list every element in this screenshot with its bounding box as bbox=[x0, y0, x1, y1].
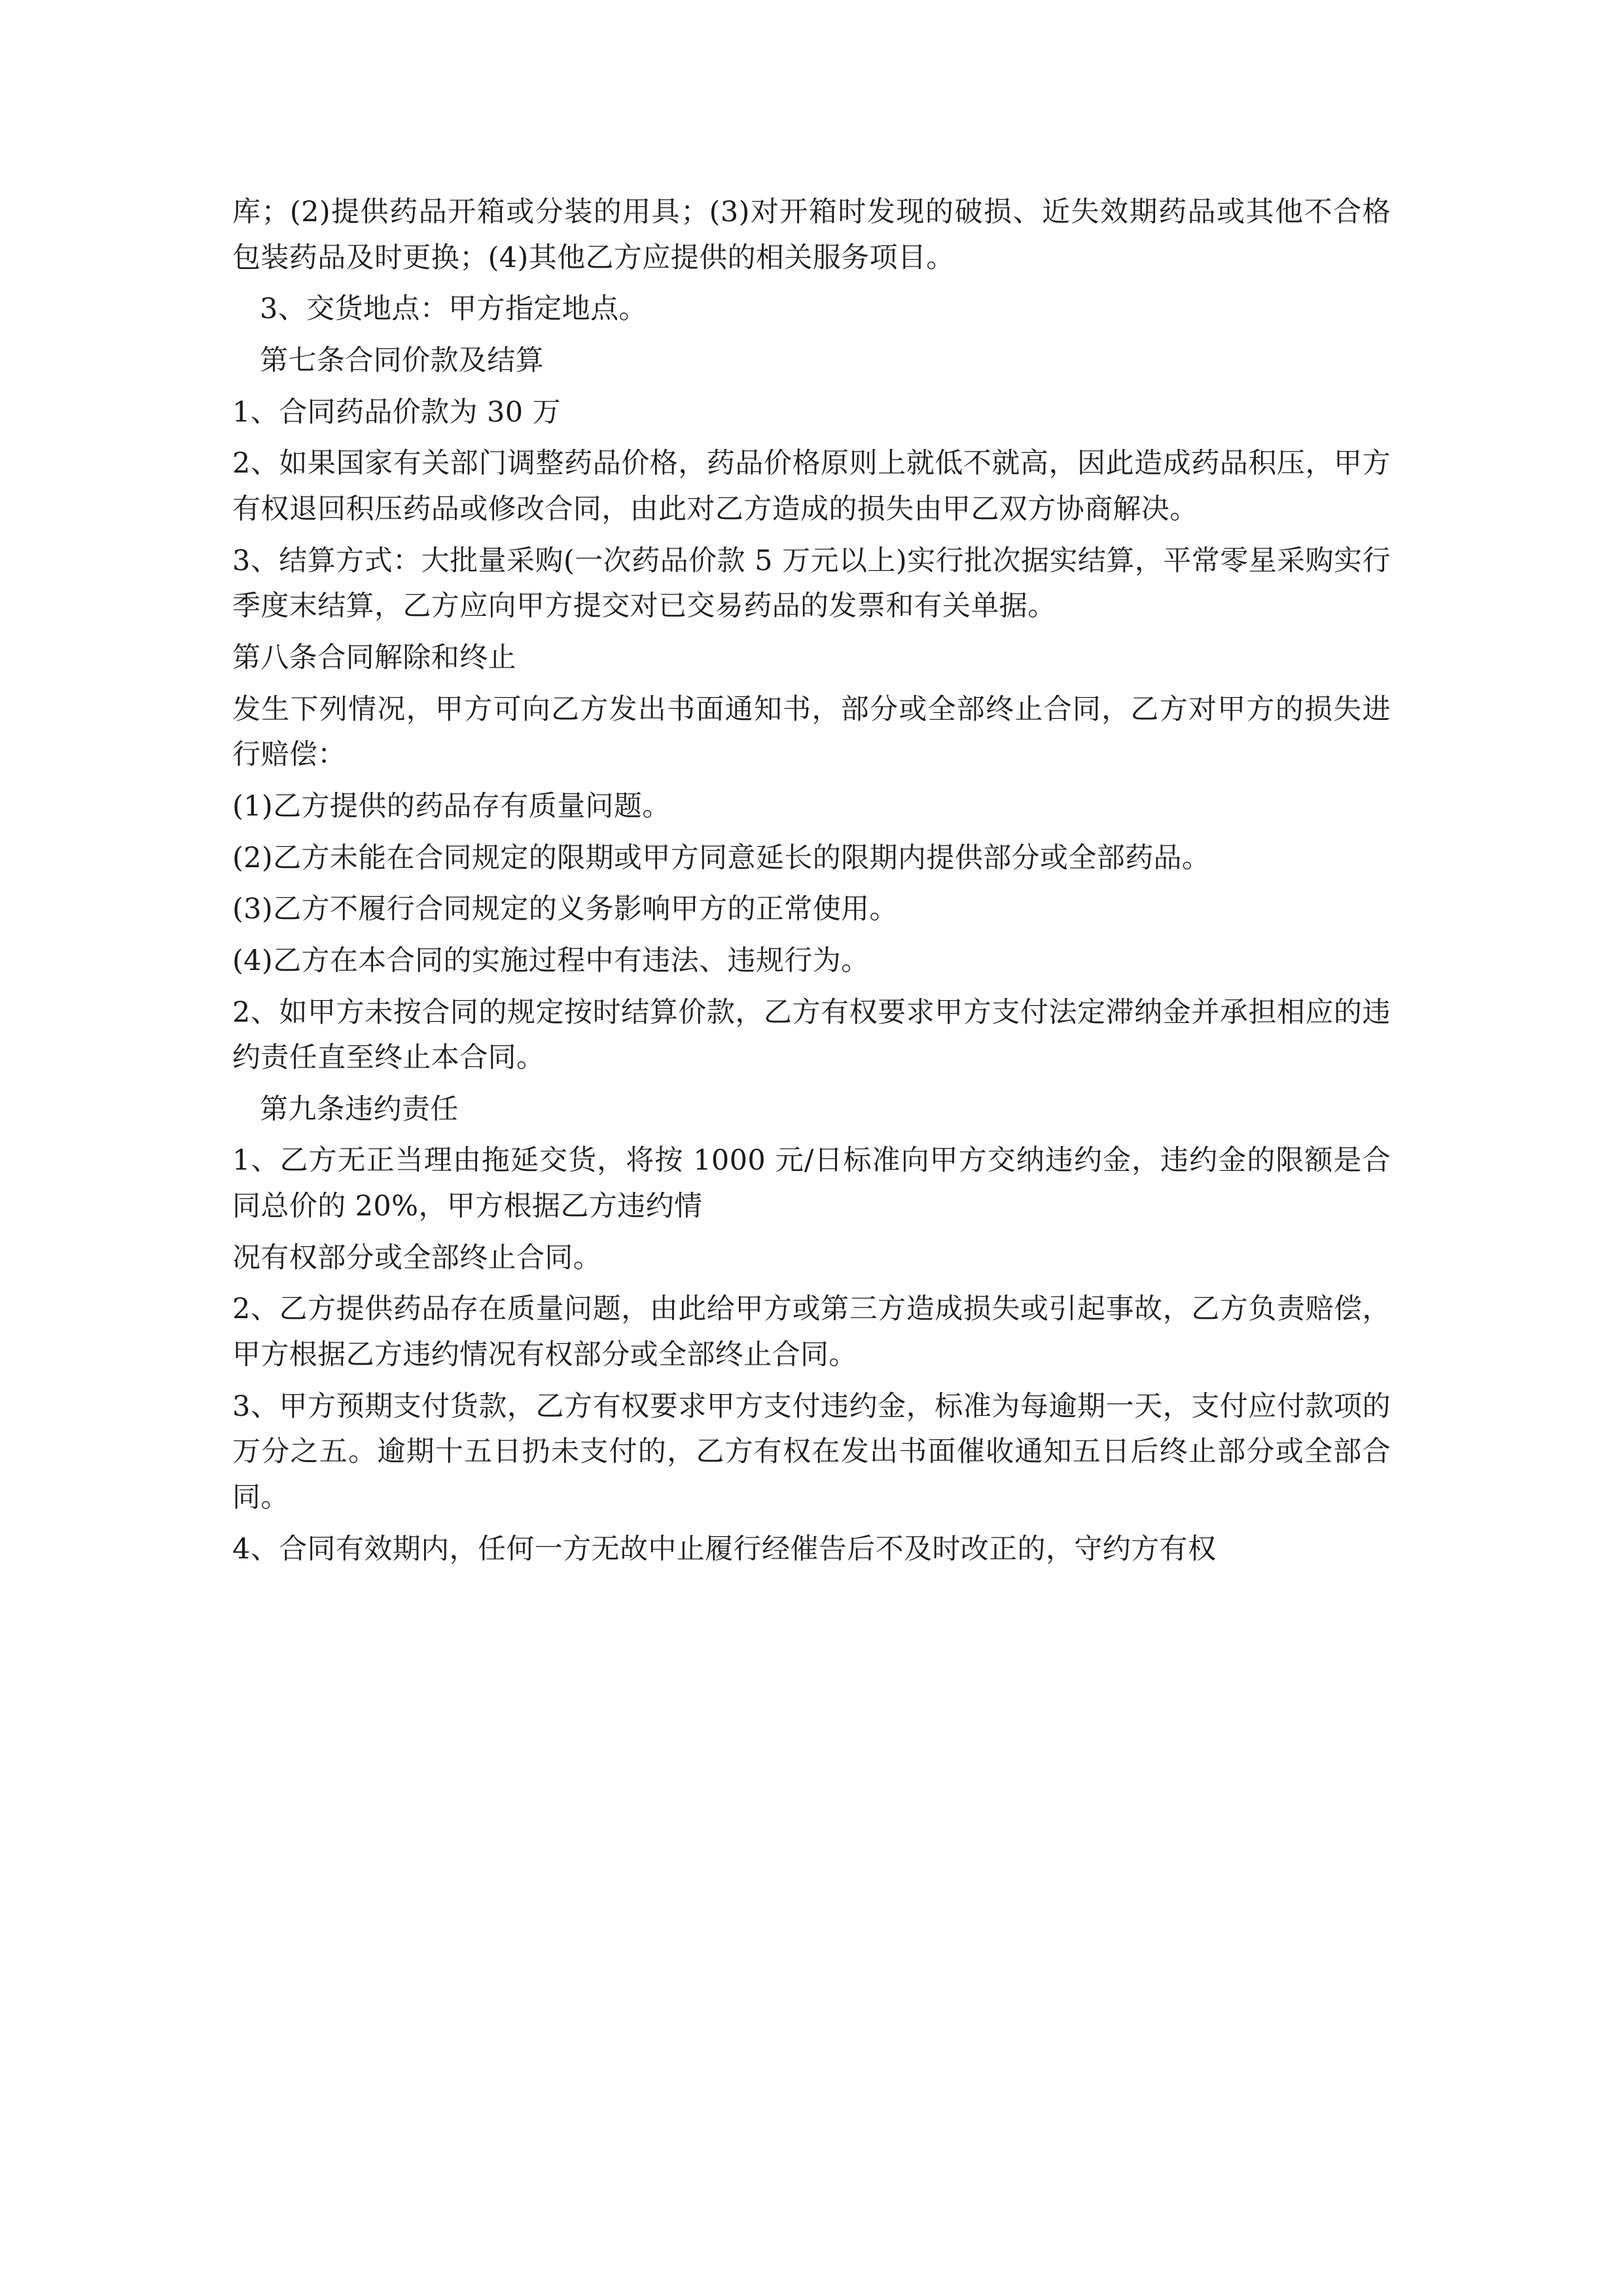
paragraph: 1、乙方无正当理由拖延交货，将按 1000 元/日标准向甲方交纳违约金，违约金的限额是合同总价的 20%，甲方根据乙方违约情 bbox=[232, 1144, 1391, 1223]
section-heading: 第九条违约责任 bbox=[260, 1092, 459, 1126]
list-item: (3)乙方不履行合同规定的义务影响甲方的正常使用。 bbox=[232, 893, 898, 926]
paragraph: 2、如甲方未按合同的规定按时结算价款，乙方有权要求甲方支付法定滞纳金并承担相应的违约责任直至终止本合同。 bbox=[232, 996, 1391, 1075]
paragraph: 况有权部分或全部终止合同。 bbox=[232, 1241, 602, 1274]
paragraph: 1、合同药品价款为 30 万 bbox=[232, 395, 562, 429]
list-item: (4)乙方在本合同的实施过程中有违法、违规行为。 bbox=[232, 944, 870, 977]
paragraph: 3、甲方预期支付货款，乙方有权要求甲方支付违约金，标准为每逾期一天，支付应付款项的万分之五。逾期十五日扔未支付的，乙方有权在发出书面催收通知五日后终止部分或全部合同。 bbox=[232, 1390, 1391, 1515]
list-item: (2)乙方未能在合同规定的限期或甲方同意延长的限期内提供部分或全部药品。 bbox=[232, 841, 1211, 874]
list-item: (1)乙方提供的药品存有质量问题。 bbox=[232, 789, 671, 823]
paragraph: 2、乙方提供药品存在质量问题，由此给甲方或第三方造成损失或引起事故，乙方负责赔偿，甲方根据乙方违约情况有权部分或全部终止合同。 bbox=[232, 1293, 1391, 1372]
paragraph: 4、合同有效期内，任何一方无故中止履行经催告后不及时改正的，守约方有权 bbox=[232, 1532, 1217, 1566]
paragraph: 2、如果国家有关部门调整药品价格，药品价格原则上就低不就高，因此造成药品积压，甲方有权退回积压药品或修改合同，由此对乙方造成的损失由甲乙双方协商解决。 bbox=[232, 447, 1391, 526]
paragraph: 3、结算方式：大批量采购(一次药品价款 5 万元以上)实行批次据实结算，平常零星采购实行季度末结算，乙方应向甲方提交对已交易药品的发票和有关单据。 bbox=[232, 544, 1391, 623]
section-heading: 第八条合同解除和终止 bbox=[232, 641, 516, 674]
paragraph: 库；(2)提供药品开箱或分装的用具；(3)对开箱时发现的破损、近失效期药品或其他不合格包装药品及时更换；(4)其他乙方应提供的相关服务项目。 bbox=[232, 196, 1391, 274]
section-heading: 第七条合同价款及结算 bbox=[260, 344, 544, 377]
paragraph: 发生下列情况，甲方可向乙方发出书面通知书，部分或全部终止合同，乙方对甲方的损失进行赔偿： bbox=[232, 692, 1391, 772]
document-body bbox=[232, 190, 1391, 1572]
paragraph: 3、交货地点：甲方指定地点。 bbox=[260, 293, 647, 326]
